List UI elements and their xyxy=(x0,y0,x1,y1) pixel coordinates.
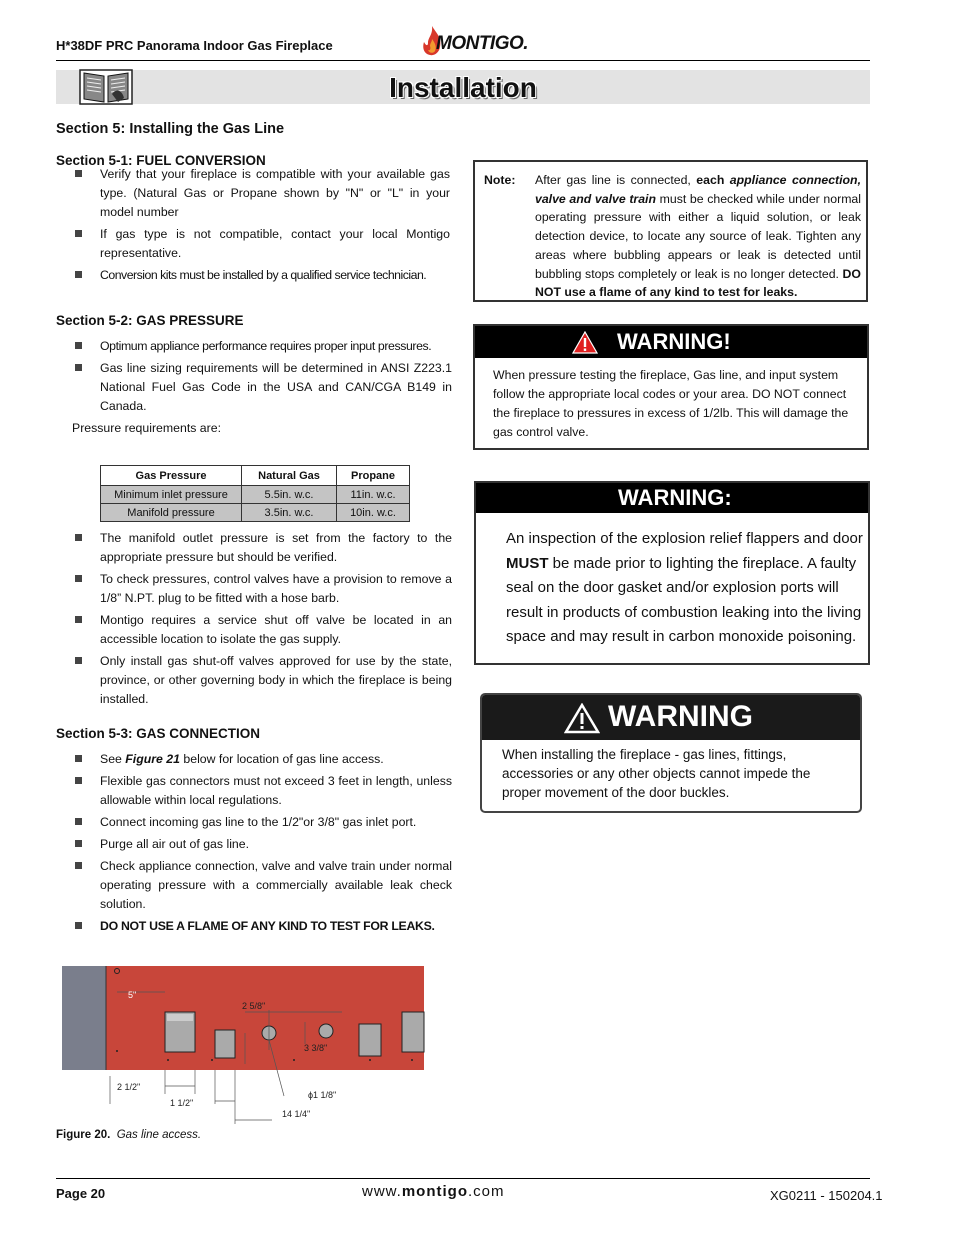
subsection-title-gas-pressure: Section 5-2: GAS PRESSURE xyxy=(56,313,244,328)
gas-line-access-figure xyxy=(62,964,432,1139)
page-number: Page 20 xyxy=(56,1186,106,1201)
banner-title: Installation xyxy=(389,72,537,103)
warning-header-bar xyxy=(476,483,868,513)
list-item: Only install gas shut-off valves approved for use by the state, province, or other governing body in which the fireplace is being installed. xyxy=(72,652,452,709)
list-item: Flexible gas connectors must not exceed 3 feet in length, unless allowable within local regulations. xyxy=(72,772,452,810)
note-box xyxy=(473,160,868,302)
website-text: .com xyxy=(468,1183,505,1200)
dimension-label: 14 1/4" xyxy=(282,1109,311,1119)
list-item: Purge all air out of gas line. xyxy=(72,835,452,854)
pressure-intro: Pressure requirements are: xyxy=(72,421,221,435)
door-buckle-warning-box xyxy=(480,693,862,813)
warning-triangle-icon xyxy=(572,331,598,354)
brand-name: MONTIGO. xyxy=(436,33,529,54)
gas-pressure-list xyxy=(72,337,452,419)
gas-pressure-notes-list xyxy=(72,529,452,712)
warning-header-bar xyxy=(475,326,867,358)
list-item: To check pressures, control valves have a provision to remove a 1/8” N.PT. plug to be fitted with a hose barb. xyxy=(72,570,452,608)
dimension-label: ϕ1 1/8" xyxy=(308,1090,337,1100)
gas-connection-list xyxy=(72,750,452,939)
list-item: Optimum appliance performance requires proper input pressures. xyxy=(72,337,452,356)
dimension-label: 1 1/2" xyxy=(170,1098,194,1108)
warning-header-bar xyxy=(482,695,860,740)
table-header: Gas Pressure xyxy=(101,466,242,486)
warning-triangle-icon xyxy=(564,703,600,734)
document-title: H*38DF PRC Panorama Indoor Gas Fireplace xyxy=(56,38,333,53)
list-item xyxy=(72,750,452,769)
table-header: Natural Gas xyxy=(242,466,337,486)
note-body xyxy=(535,171,861,302)
warning-title: WARNING xyxy=(608,700,753,733)
list-item: The manifold outlet pressure is set from the factory to the appropriate pressure but should be verified. xyxy=(72,529,452,567)
figure-number: Figure 20. xyxy=(56,1129,111,1141)
figure-caption-text: Gas line access. xyxy=(116,1129,202,1141)
section-title: Section 5: Installing the Gas Line xyxy=(56,121,285,137)
manual-book-icon xyxy=(78,68,134,106)
warning-text: be made prior to lighting the fireplace. A faulty seal on the door gasket and/or explosion ports will result in products of combustion leaking into the living space and may result in carbon monoxide poisoning. xyxy=(506,554,862,645)
table-cell: 3.5in. w.c. xyxy=(242,504,337,522)
gas-inlet-port-block xyxy=(215,1030,235,1058)
pressure-table xyxy=(100,465,410,522)
dimension-label: 2 5/8" xyxy=(242,1001,266,1011)
warning-text-bold: MUST xyxy=(506,554,549,572)
warning-body: When installing the fireplace - gas lines, fittings, accessories or any other objects cannot impede the proper movement of the door buckles. xyxy=(502,747,811,800)
dimension-label: 2 1/2" xyxy=(117,1082,141,1092)
warning-text: An inspection of the explosion relief flappers and door xyxy=(506,530,863,547)
subsection-title-gas-connection: Section 5-3: GAS CONNECTION xyxy=(56,726,261,741)
list-item: Montigo requires a service shut off valve be located in an accessible location to isolate the gas supply. xyxy=(72,611,452,649)
website-link[interactable] xyxy=(362,1183,505,1200)
section-banner xyxy=(56,70,870,104)
dimension-label: 5" xyxy=(128,990,137,1000)
fuel-conversion-list xyxy=(72,165,450,288)
list-item: Verify that your fireplace is compatible with your available gas type. (Natural Gas or Propane shown by "N" or "L" in your model number xyxy=(72,165,450,222)
list-item-text: See xyxy=(100,752,126,766)
pressure-warning-box xyxy=(473,324,869,450)
list-item: DO NOT USE A FLAME OF ANY KIND TO TEST FOR LEAKS. xyxy=(72,917,452,936)
montigo-logo xyxy=(418,25,538,59)
list-item: Conversion kits must be installed by a qualified service technician. xyxy=(72,266,450,285)
note-text-emphasis: appliance connection, valve and valve train xyxy=(535,173,861,206)
website-text-bold: montigo xyxy=(401,1183,468,1200)
note-text-bold: DO NOT use a flame of any kind to test for leaks. xyxy=(535,266,861,300)
inspection-warning-box xyxy=(474,481,870,665)
document-code: XG0211 - 150204.1 xyxy=(770,1188,883,1203)
table-cell: Minimum inlet pressure xyxy=(101,486,242,504)
table-cell: 11in. w.c. xyxy=(337,486,410,504)
figure-reference-link[interactable]: Figure 21 xyxy=(125,752,180,766)
note-text-bold: each xyxy=(696,173,730,187)
table-header: Propane xyxy=(337,466,410,486)
gas-inlet-hole xyxy=(319,1024,333,1038)
table-cell: 10in. w.c. xyxy=(337,504,410,522)
warning-body xyxy=(506,527,868,650)
side-panel xyxy=(62,966,106,1070)
list-item: Check appliance connection, valve and valve train under normal operating pressure with a commercially available leak check solution. xyxy=(72,857,452,914)
warning-body: When pressure testing the fireplace, Gas line, and input system follow the appropriate local codes or your area. DO NOT connect the fireplace to pressures in excess of 1/2lb. This will damage the gas control valve. xyxy=(493,368,849,439)
dimension-label: 3 3/8" xyxy=(304,1043,328,1053)
warning-title: WARNING: xyxy=(618,485,732,510)
table-cell: 5.5in. w.c. xyxy=(242,486,337,504)
list-item: Connect incoming gas line to the 1/2"or 3/8" gas inlet port. xyxy=(72,813,452,832)
valve-block xyxy=(402,1012,424,1052)
warning-title: WARNING! xyxy=(617,329,731,354)
note-text: must be checked while under normal operating pressure with either a liquid solution, or leak detection device, to locate any source of leak. Tighten any areas where bubbling appears or leak is detected until bubbling stops completely or leak is no longer detected. xyxy=(535,191,862,281)
list-item: If gas type is not compatible, contact your local Montigo representative. xyxy=(72,225,450,263)
valve-block xyxy=(359,1024,381,1056)
header-rule xyxy=(56,60,870,61)
figure-caption xyxy=(56,1129,201,1141)
table-row xyxy=(101,486,410,504)
website-text: www. xyxy=(362,1183,402,1200)
footer-rule xyxy=(56,1178,870,1179)
list-item-text: below for location of gas line access. xyxy=(179,752,384,766)
note-text: After gas line is connected, xyxy=(535,173,697,187)
table-row xyxy=(101,504,410,522)
table-cell: Manifold pressure xyxy=(101,504,242,522)
table-header-row xyxy=(101,466,410,486)
subsection-title-fuel-conversion: Section 5-1: FUEL CONVERSION xyxy=(56,153,266,168)
list-item: Gas line sizing requirements will be determined in ANSI Z223.1 National Fuel Gas Code in the USA and CAN/CGA B149 in Canada. xyxy=(72,359,452,416)
note-label: Note: xyxy=(484,173,516,187)
